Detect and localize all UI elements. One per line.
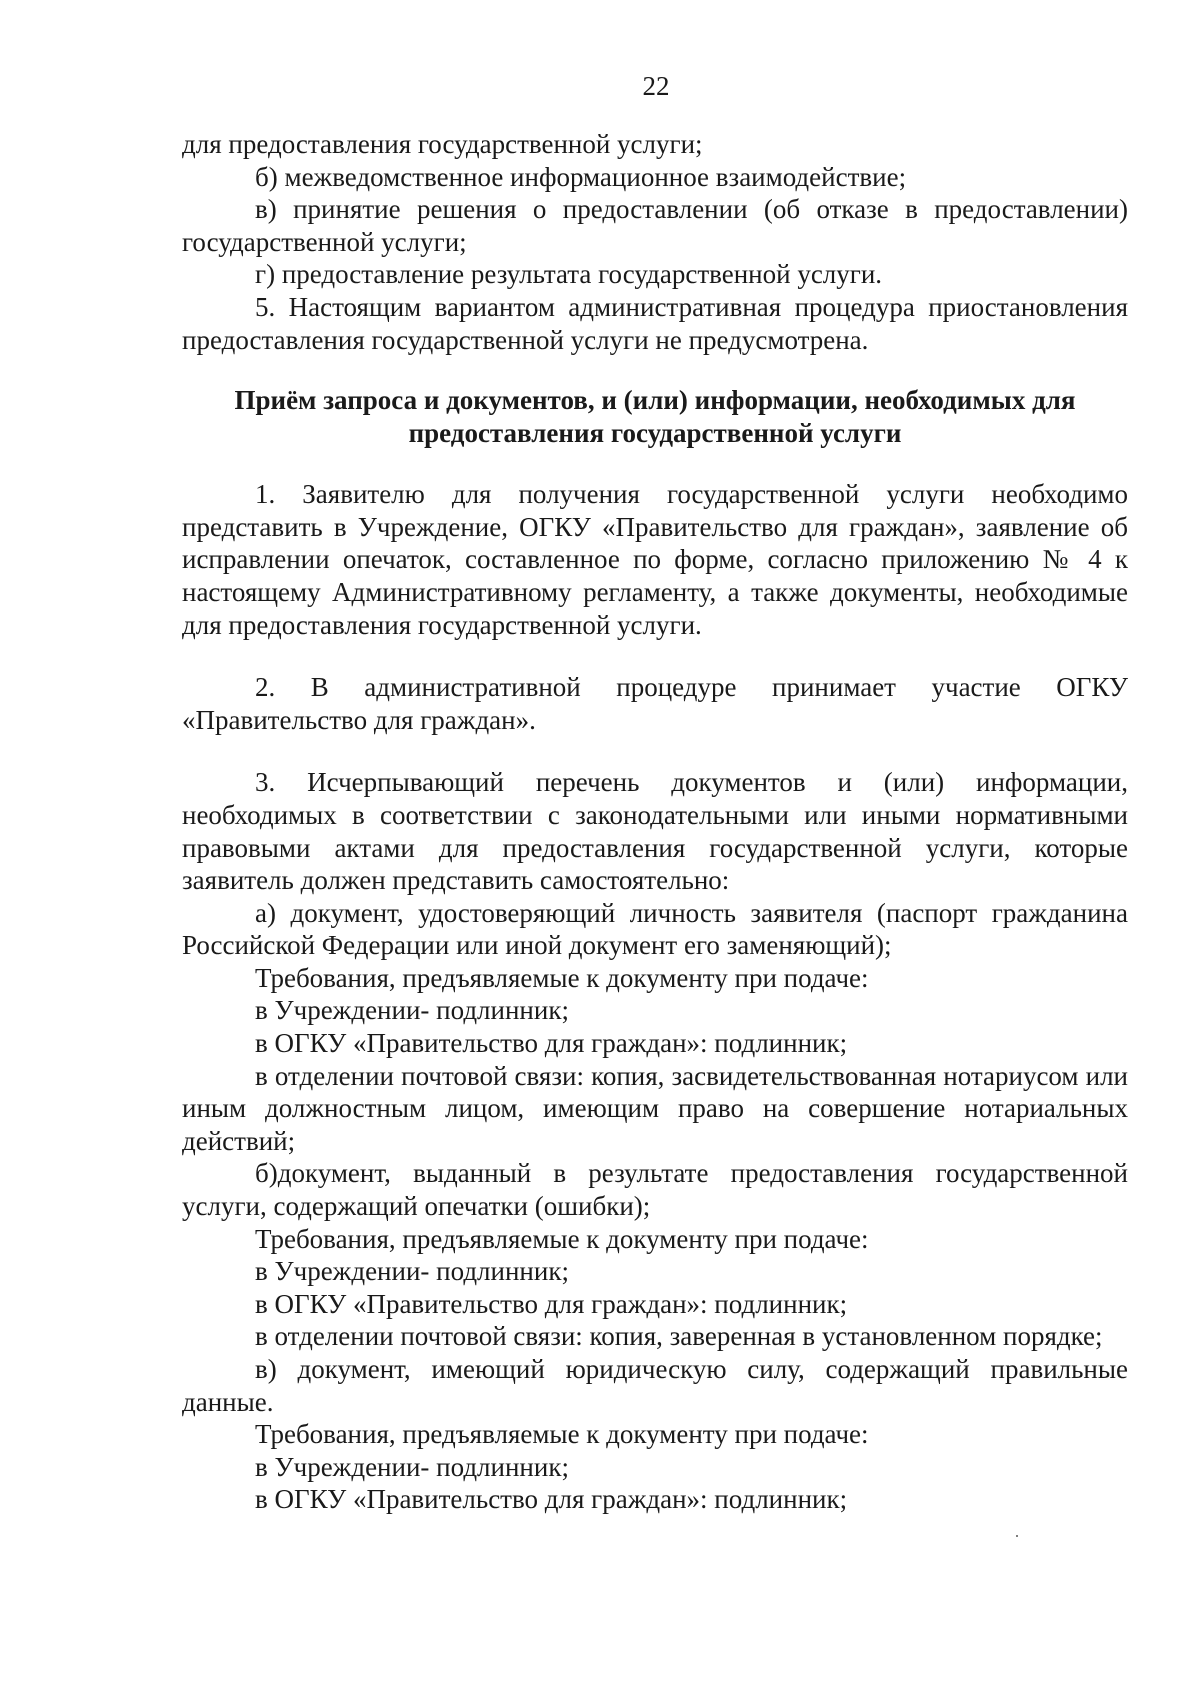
document-a-requirement: в Учреждении- подлинник;	[255, 995, 569, 1026]
scan-speck	[1016, 1535, 1018, 1537]
document-a-requirement: в отделении почтовой связи: копия, засвидетельствованная нотариусом или иным должностным лицом, имеющим право на совершение нотариальных действий;	[182, 1060, 1128, 1156]
section-heading-line-1: Приём запроса и документов, и (или) информации, необходимых для	[234, 385, 1076, 416]
document-a-requirements-label: Требования, предъявляемые к документу при подаче:	[255, 962, 869, 993]
section-heading-line-2: предоставления государственной услуги	[408, 418, 902, 449]
document-v-requirement: в ОГКУ «Правительство для граждан»: подлинник;	[255, 1484, 848, 1515]
document-body	[182, 128, 1128, 1516]
document-a-requirement: в ОГКУ «Правительство для граждан»: подлинник;	[255, 1028, 848, 1059]
document-v-requirements-label: Требования, предъявляемые к документу при подаче:	[255, 1419, 869, 1450]
document-v-requirement: в Учреждении- подлинник;	[255, 1451, 569, 1482]
document-b-title: б)документ, выданный в результате предоставления государственной услуги, содержащий опечатки (ошибки);	[182, 1158, 1128, 1222]
page-number: 22	[642, 71, 670, 101]
document-b-requirement: в ОГКУ «Правительство для граждан»: подлинник;	[255, 1288, 848, 1319]
intro-item-b: б) межведомственное информационное взаимодействие;	[255, 161, 907, 192]
document-b-requirement: в Учреждении- подлинник;	[255, 1256, 569, 1287]
intro-item-v: в) принятие решения о предоставлении (об отказе в предоставлении) государственной услуги;	[182, 194, 1128, 257]
paragraph-item-1: 1. Заявителю для получения государственной услуги необходимо представить в Учреждение, ОГКУ «Правительство для граждан», заявление об исправлении опечаток, составленное по форме, согласно приложению № 4 к настоящему Административному регламенту, а также документы, необходимые для предоставления государственной услуги.	[182, 479, 1128, 640]
paragraph-item-3: 3. Исчерпывающий перечень документов и (или) информации, необходимых в соответствии с законодательными или иными нормативными правовыми актами для предоставления государственной услуги, которые заявитель должен представить самостоятельно:	[182, 767, 1128, 896]
intro-item-5: 5. Настоящим вариантом административная процедура приостановления предоставления государственной услуги не предусмотрена.	[182, 291, 1128, 355]
document-a-title: а) документ, удостоверяющий личность заявителя (паспорт гражданина Российской Федерации или иной документ его заменяющий);	[182, 897, 1128, 961]
document-b-requirement: в отделении почтовой связи: копия, заверенная в установленном порядке;	[255, 1321, 1103, 1352]
document-v-title: в) документ, имеющий юридическую силу, содержащий правильные данные.	[182, 1354, 1128, 1417]
document-b-requirements-label: Требования, предъявляемые к документу при подаче:	[255, 1223, 869, 1254]
intro-item-g: г) предоставление результата государственной услуги.	[255, 259, 883, 290]
paragraph-item-2-line-1: 2. В административной процедуре принимает участие ОГКУ	[255, 672, 1128, 703]
paragraph-item-2-line-2: «Правительство для граждан».	[182, 704, 536, 735]
intro-line-continuation: для предоставления государственной услуги;	[182, 129, 703, 159]
